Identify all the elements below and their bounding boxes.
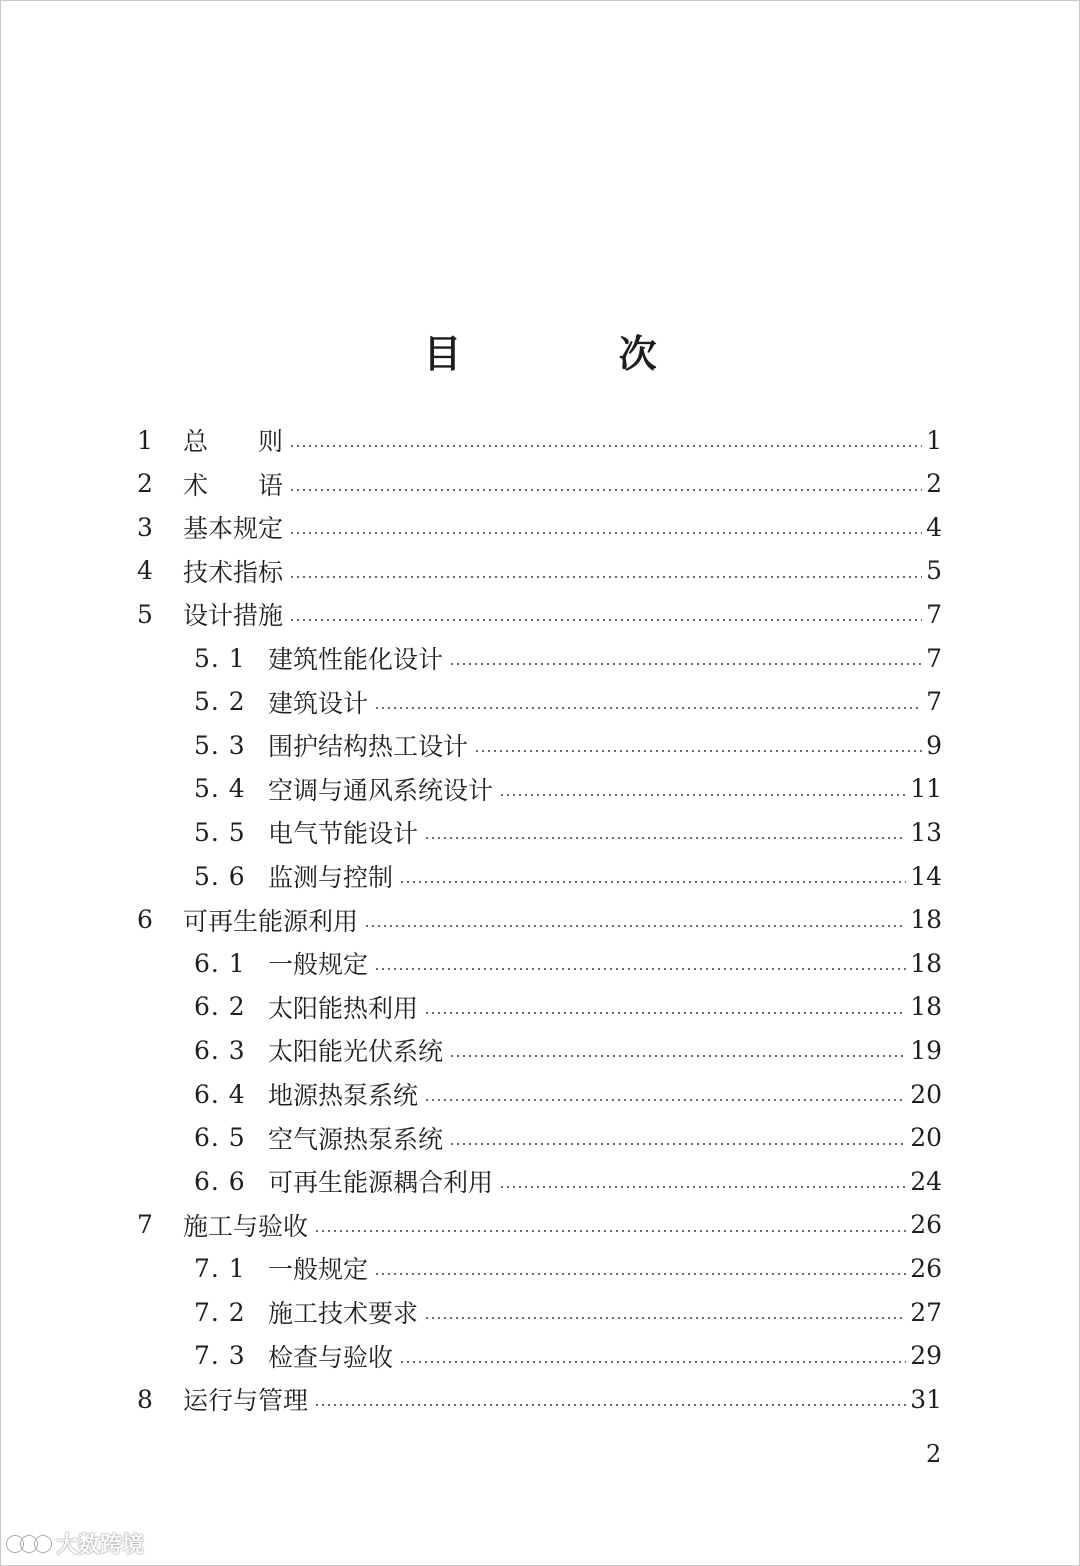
toc-dot-leader — [449, 1143, 906, 1145]
toc-entry-number: 5. 3 — [194, 730, 246, 760]
toc-entry-number: 6. 6 — [194, 1166, 246, 1196]
toc-entry-page: 7 — [926, 599, 942, 629]
toc-dot-leader — [399, 1361, 906, 1363]
toc-entry-title: 建筑设计 — [268, 688, 369, 718]
toc-entry-page: 13 — [910, 817, 942, 847]
toc-section-entry — [194, 1159, 942, 1203]
watermark-text: 大数跨境 — [56, 1533, 145, 1558]
toc-entry-page: 9 — [926, 730, 942, 760]
toc-section-entry — [194, 1246, 942, 1290]
toc-entry-page: 19 — [910, 1035, 942, 1065]
toc-entry-page: 20 — [910, 1123, 942, 1153]
toc-entry-number: 7. 1 — [194, 1253, 246, 1283]
toc-entry-number: 6. 5 — [194, 1123, 246, 1153]
toc-entry-number: 3 — [137, 512, 153, 542]
toc-dot-leader — [449, 1055, 906, 1057]
toc-entry-page: 7 — [926, 687, 942, 717]
toc-entry-number: 5. 6 — [194, 861, 246, 891]
toc-entry-title: 一般规定 — [268, 950, 369, 980]
toc-section-entry — [194, 1334, 942, 1378]
toc-entry-number: 8 — [137, 1384, 153, 1414]
toc-dot-leader — [289, 489, 922, 491]
toc-section-entry — [194, 854, 942, 898]
toc-entry-page: 11 — [910, 774, 942, 804]
toc-dot-leader — [399, 881, 906, 883]
toc-chapter-entry — [137, 1203, 942, 1247]
toc-entry-number: 6. 1 — [194, 948, 246, 978]
toc-entry-title: 地源热泵系统 — [268, 1081, 419, 1110]
toc-entry-page: 26 — [910, 1210, 942, 1240]
toc-dot-leader — [374, 707, 922, 709]
toc-chapter-entry — [137, 505, 942, 549]
toc-entry-title: 检查与验收 — [268, 1342, 394, 1372]
toc-dot-leader — [424, 1012, 906, 1014]
toc-entry-page: 4 — [926, 512, 942, 542]
toc-dot-leader — [374, 968, 906, 970]
toc-dot-leader — [289, 445, 922, 447]
toc-dot-leader — [289, 619, 922, 621]
toc-entry-title: 太阳能热利用 — [268, 993, 419, 1023]
toc-entry-number: 7. 2 — [194, 1297, 246, 1327]
toc-entry-title: 可再生能源耦合利用 — [268, 1168, 494, 1198]
toc-dot-leader — [374, 1273, 906, 1275]
toc-entry-title: 可再生能源利用 — [183, 906, 359, 936]
toc-dot-leader — [424, 1317, 906, 1319]
toc-section-entry — [194, 941, 942, 985]
toc-entry-page: 2 — [926, 469, 942, 499]
toc-entry-number: 5. 5 — [194, 817, 246, 847]
toc-entry-number: 7 — [137, 1210, 153, 1240]
toc-entry-number: 6 — [137, 905, 153, 935]
toc-section-entry — [194, 1116, 942, 1160]
toc-entry-title: 空气源热泵系统 — [268, 1124, 444, 1154]
toc-entry-title: 运行与管理 — [183, 1386, 309, 1416]
toc-entry-title: 空调与通风系统设计 — [268, 775, 494, 805]
toc-entry-page: 5 — [926, 556, 942, 586]
toc-section-entry — [194, 680, 942, 724]
toc-section-entry — [194, 1290, 942, 1334]
toc-entry-page: 18 — [910, 905, 942, 935]
toc-entry-page: 31 — [910, 1384, 942, 1414]
toc-entry-title: 施工与验收 — [183, 1211, 309, 1241]
toc-entry-page: 27 — [910, 1297, 942, 1327]
toc-entry-page: 7 — [926, 643, 942, 673]
toc-dot-leader — [289, 532, 922, 534]
toc-section-entry — [194, 1028, 942, 1072]
toc-entry-number: 7. 3 — [194, 1341, 246, 1371]
toc-dot-leader — [424, 837, 906, 839]
toc-entry-title: 建筑性能化设计 — [268, 645, 444, 674]
toc-entry-title: 术 语 — [183, 470, 284, 500]
watermark-logo-icon — [6, 1531, 52, 1557]
toc-entry-title: 电气节能设计 — [268, 819, 419, 849]
toc-entry-page: 20 — [910, 1079, 942, 1109]
toc-entry-page: 18 — [910, 948, 942, 978]
toc-chapter-entry — [137, 549, 942, 593]
toc-dot-leader — [424, 1099, 906, 1101]
toc-entry-page: 29 — [910, 1341, 942, 1371]
toc-dot-leader — [314, 1230, 906, 1232]
toc-dot-leader — [289, 576, 922, 578]
toc-entry-number: 6. 3 — [194, 1035, 246, 1065]
toc-chapter-entry — [137, 898, 942, 942]
toc-entry-number: 5. 4 — [194, 774, 246, 804]
toc-entry-page: 18 — [910, 992, 942, 1022]
toc-entry-title: 技术指标 — [183, 557, 284, 587]
toc-entry-page: 1 — [926, 425, 942, 455]
toc-dot-leader — [499, 794, 906, 796]
toc-section-entry — [194, 985, 942, 1029]
toc-entry-number: 6. 4 — [194, 1079, 246, 1109]
toc-chapter-entry — [137, 592, 942, 636]
toc-entry-title: 监测与控制 — [268, 863, 394, 892]
toc-entry-number: 5 — [137, 599, 153, 629]
toc-entry-number: 5. 1 — [194, 643, 246, 673]
toc-dot-leader — [314, 1404, 906, 1406]
toc-entry-title: 围护结构热工设计 — [268, 732, 469, 762]
toc-entry-page: 26 — [910, 1253, 942, 1283]
toc-entry-page: 14 — [910, 861, 942, 891]
toc-dot-leader — [474, 750, 922, 752]
toc-entry-title: 设计措施 — [183, 601, 284, 631]
toc-chapter-entry — [137, 1377, 942, 1421]
toc-entry-title: 施工技术要求 — [268, 1299, 419, 1328]
toc-entry-title: 一般规定 — [268, 1255, 369, 1285]
toc-section-entry — [194, 767, 942, 811]
toc-entry-title: 总 则 — [183, 427, 284, 456]
toc-entry-title: 基本规定 — [183, 514, 284, 544]
watermark — [6, 1528, 144, 1559]
toc-chapter-entry — [137, 462, 942, 506]
toc-dot-leader — [449, 663, 922, 665]
toc-entry-number: 2 — [137, 469, 153, 499]
toc-entry-number: 1 — [137, 425, 153, 455]
toc-entry-number: 4 — [137, 556, 153, 586]
page-title: 目 次 — [423, 331, 729, 377]
toc-dot-leader — [364, 925, 906, 927]
toc-section-entry — [194, 810, 942, 854]
toc-chapter-entry — [137, 418, 942, 462]
toc-dot-leader — [499, 1186, 906, 1188]
toc-section-entry — [194, 636, 942, 680]
toc-entry-number: 5. 2 — [194, 687, 246, 717]
toc-section-entry — [194, 723, 942, 767]
toc-entry-page: 24 — [910, 1166, 942, 1196]
toc-entry-title: 太阳能光伏系统 — [268, 1037, 444, 1067]
page-number: 2 — [926, 1440, 942, 1468]
toc-entry-number: 6. 2 — [194, 992, 246, 1022]
toc-section-entry — [194, 1072, 942, 1116]
